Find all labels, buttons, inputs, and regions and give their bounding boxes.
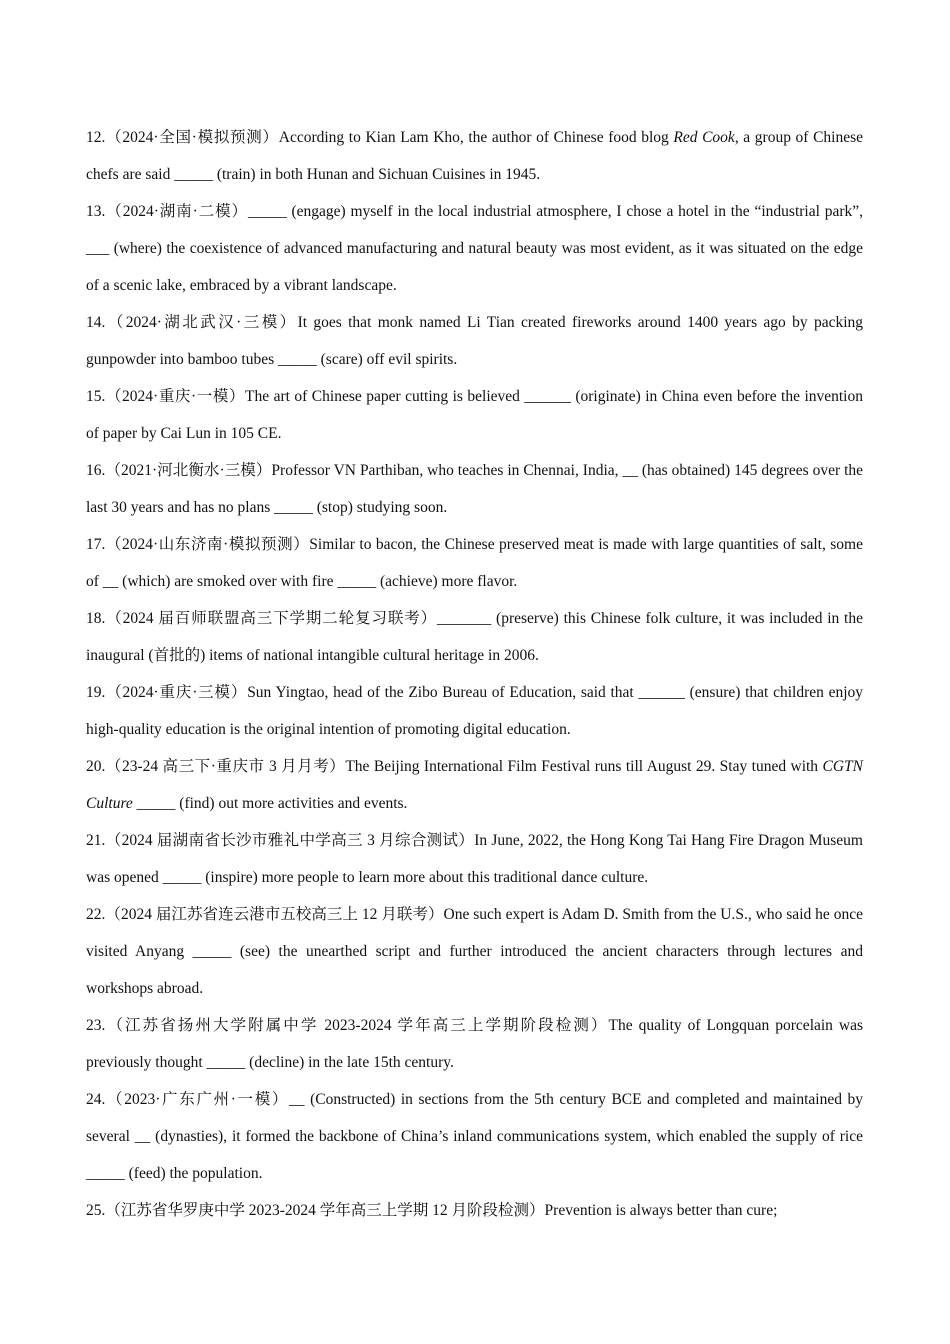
question-number: 13. [86, 203, 106, 220]
question-22 [86, 896, 863, 1007]
question-20 [86, 748, 863, 822]
question-text: According to Kian Lam Kho, the author of Chinese food blog [278, 129, 674, 146]
question-text: In June, 2022, the Hong Kong Tai Hang Fire Dragon Museum was opened _____ (inspire) more people to learn more about this traditional dance culture. [86, 832, 863, 886]
question-24 [86, 1081, 863, 1192]
question-source: （2023·广东广州·一模） [105, 1091, 290, 1108]
question-text: One such expert is Adam D. Smith from the U.S., who said he once visited Anyang _____ (see) the unearthed script and further introduced the ancient characters through lectures and workshops abroad. [86, 906, 863, 997]
question-13 [86, 193, 863, 304]
question-text: __ (Constructed) in sections from the 5th century BCE and completed and maintained by several __ (dynasties), it formed the backbone of China’s inland communications system, which enabled the supply of rice _____ (feed) the population. [86, 1091, 863, 1182]
question-source: （2024·湖北武汉·三模） [105, 314, 298, 331]
question-source: （23-24 高三下·重庆市 3 月月考） [105, 758, 346, 775]
question-source: （2024·全国·模拟预测） [105, 129, 279, 146]
question-number: 24. [86, 1091, 106, 1108]
question-number: 25. [86, 1202, 106, 1219]
question-text: The quality of Longquan porcelain was previously thought _____ (decline) in the late 15th century. [86, 1017, 863, 1071]
question-number: 23. [86, 1017, 106, 1034]
question-text: _______ (preserve) this Chinese folk culture, it was included in the inaugural (首批的) items of national intangible cultural heritage in 2006. [86, 610, 863, 664]
channel-name: CGTN Culture [86, 758, 863, 812]
question-number: 21. [86, 832, 106, 849]
question-17 [86, 526, 863, 600]
question-source: （2024·湖南·二模） [105, 203, 248, 220]
question-text: _____ (find) out more activities and events. [132, 795, 408, 812]
question-25 [86, 1192, 863, 1229]
question-18 [86, 600, 863, 674]
question-source: （2021·河北衡水·三模） [105, 462, 272, 479]
question-source: （2024 届江苏省连云港市五校高三上 12 月联考） [105, 906, 444, 923]
question-14 [86, 304, 863, 378]
question-number: 17. [86, 536, 106, 553]
question-number: 15. [86, 388, 106, 405]
question-number: 12. [86, 129, 106, 146]
question-text: It goes that monk named Li Tian created fireworks around 1400 years ago by packing gunpowder into bamboo tubes _____ (scare) off evil spirits. [86, 314, 864, 368]
question-21 [86, 822, 863, 896]
question-number: 14. [86, 314, 106, 331]
question-source: （2024 届湖南省长沙市雅礼中学高三 3 月综合测试） [105, 832, 475, 849]
question-text: Prevention is always better than cure; [544, 1202, 778, 1219]
question-source: （2024·重庆·一模） [105, 388, 246, 405]
question-text: , a group of Chinese chefs are said _____ (train) in both Hunan and Sichuan Cuisines in 1945. [86, 129, 864, 183]
question-number: 20. [86, 758, 106, 775]
question-source: （2024·山东济南·模拟预测） [105, 536, 310, 553]
question-19 [86, 674, 863, 748]
question-text: Sun Yingtao, head of the Zibo Bureau of Education, said that ______ (ensure) that children enjoy high-quality education is the original intention of promoting digital education. [86, 684, 864, 738]
question-source: （江苏省华罗庚中学 2023-2024 学年高三上学期 12 月阶段检测） [105, 1202, 545, 1219]
question-23 [86, 1007, 863, 1081]
question-number: 19. [86, 684, 106, 701]
question-text: The art of Chinese paper cutting is believed ______ (originate) in China even before the invention of paper by Cai Lun in 105 CE. [86, 388, 863, 442]
question-text: Similar to bacon, the Chinese preserved meat is made with large quantities of salt, some of __ (which) are smoked over with fire _____ (achieve) more flavor. [86, 536, 863, 590]
question-number: 16. [86, 462, 106, 479]
question-number: 18. [86, 610, 106, 627]
question-12 [86, 119, 863, 193]
question-16 [86, 452, 863, 526]
question-number: 22. [86, 906, 106, 923]
question-15 [86, 378, 863, 452]
question-text: Professor VN Parthiban, who teaches in Chennai, India, __ (has obtained) 145 degrees over the last 30 years and has no plans _____ (stop) studying soon. [86, 462, 864, 516]
blog-title: Red Cook [673, 129, 735, 146]
question-source: （江苏省扬州大学附属中学 2023-2024 学年高三上学期阶段检测） [105, 1017, 609, 1034]
question-source: （2024 届百师联盟高三下学期二轮复习联考） [105, 610, 438, 627]
question-text: The Beijing International Film Festival runs till August 29. Stay tuned with [345, 758, 823, 775]
question-text: _____ (engage) myself in the local industrial atmosphere, I chose a hotel in the “industrial park”, ___ (where) the coexistence of advanced manufacturing and natural beauty was most evident, as it was situated on the edge of a scenic lake, embraced by a vibrant landscape. [86, 203, 863, 294]
question-list [86, 119, 863, 1229]
question-source: （2024·重庆·三模） [105, 684, 248, 701]
